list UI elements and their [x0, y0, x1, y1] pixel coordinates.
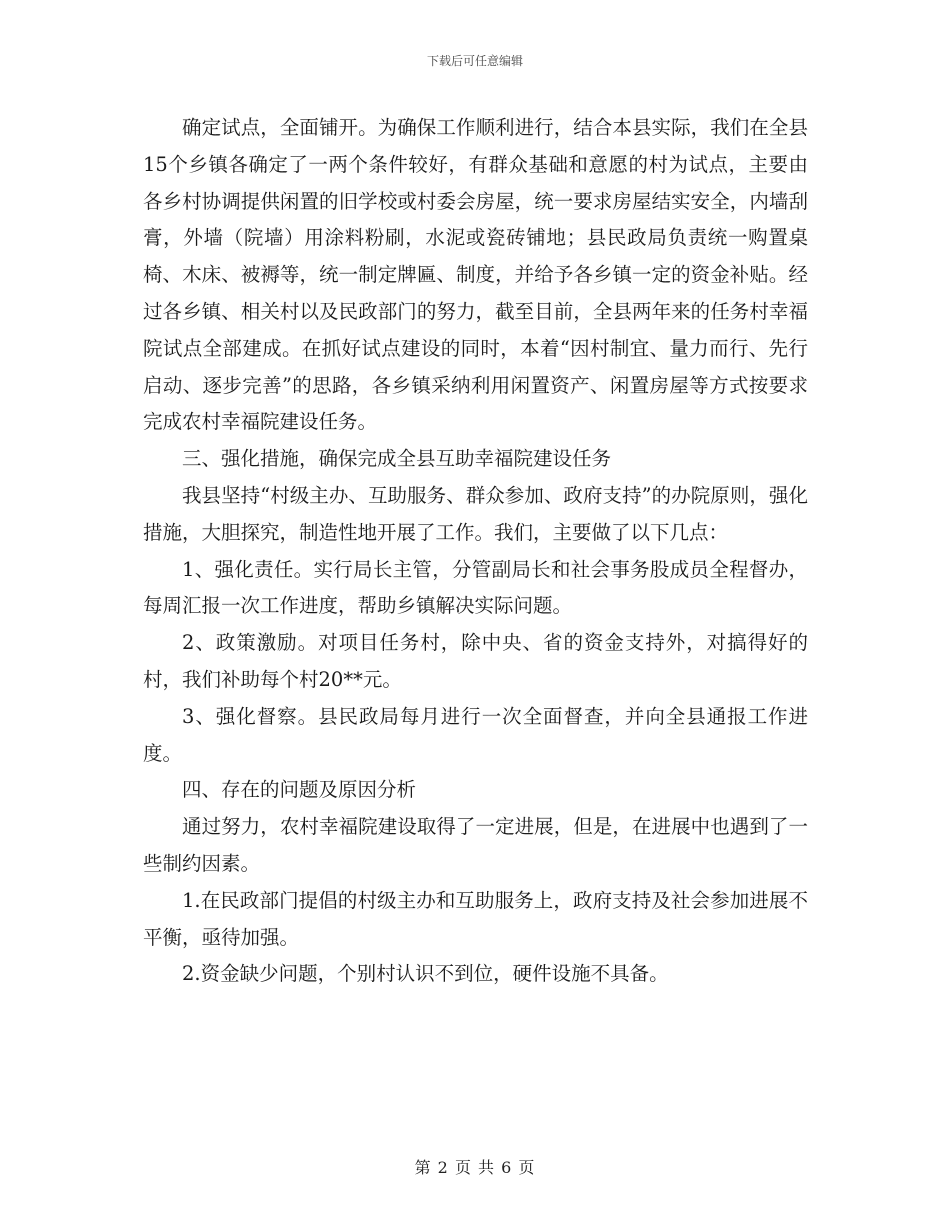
list-item-supervision: 3、强化督察。县民政局每月进行一次全面督查，并向全县通报工作进度。	[143, 704, 808, 765]
section-heading-4: 四、存在的问题及原因分析	[182, 778, 417, 802]
problem-item-1: 1.在民政部门提倡的村级主办和互助服务上，政府支持及社会参加进展不平衡，亟待加强。	[143, 888, 808, 949]
paragraph-pilot: 确定试点，全面铺开。为确保工作顺利进行，结合本县实际，我们在全县15个乡镇各确定了一两个条件较好，有群众基础和意愿的村为试点，主要由各乡村协调提供闲置的旧学校或村委会房屋，统一要求房屋结实安全，内墙刮膏，外墙（院墙）用涂料粉刷，水泥或瓷砖铺地；县民政局负责统一购置桌椅、木床、被褥等，统一制定牌匾、制度，并给予各乡镇一定的资金补贴。经过各乡镇、相关村以及民政部门的努力，截至目前，全县两年来的任务村幸福院试点全部建成。在抓好试点建设的同时，本着“因村制宜、量力而行、先行启动、逐步完善”的思路，各乡镇采纳利用闲置资产、闲置房屋等方式按要求完成农村幸福院建设任务。	[143, 116, 808, 434]
paragraph-progress: 通过努力，农村幸福院建设取得了一定进展，但是，在进展中也遇到了一些制约因素。	[143, 815, 808, 875]
paragraph-principles: 我县坚持“村级主办、互助服务、群众参加、政府支持”的办院原则，强化措施，大胆探究，制造性地开展了工作。我们，主要做了以下几点：	[143, 483, 808, 544]
page-header: 下载后可任意编辑	[426, 54, 523, 68]
document-body	[143, 110, 808, 993]
list-item-responsibility: 1、强化责任。实行局长主管，分管副局长和社会事务股成员全程督办，每周汇报一次工作进度，帮助乡镇解决实际问题。	[143, 557, 808, 618]
section-heading-3: 三、强化措施，确保完成全县互助幸福院建设任务	[182, 447, 612, 471]
list-item-incentive: 2、政策激励。对项目任务村，除中央、省的资金支持外，对搞得好的村，我们补助每个村20**元。	[143, 631, 808, 691]
page-number: 第 2 页 共 6 页	[414, 1158, 536, 1177]
problem-item-2: 2.资金缺少问题，个别村认识不到位，硬件设施不具备。	[182, 962, 669, 986]
